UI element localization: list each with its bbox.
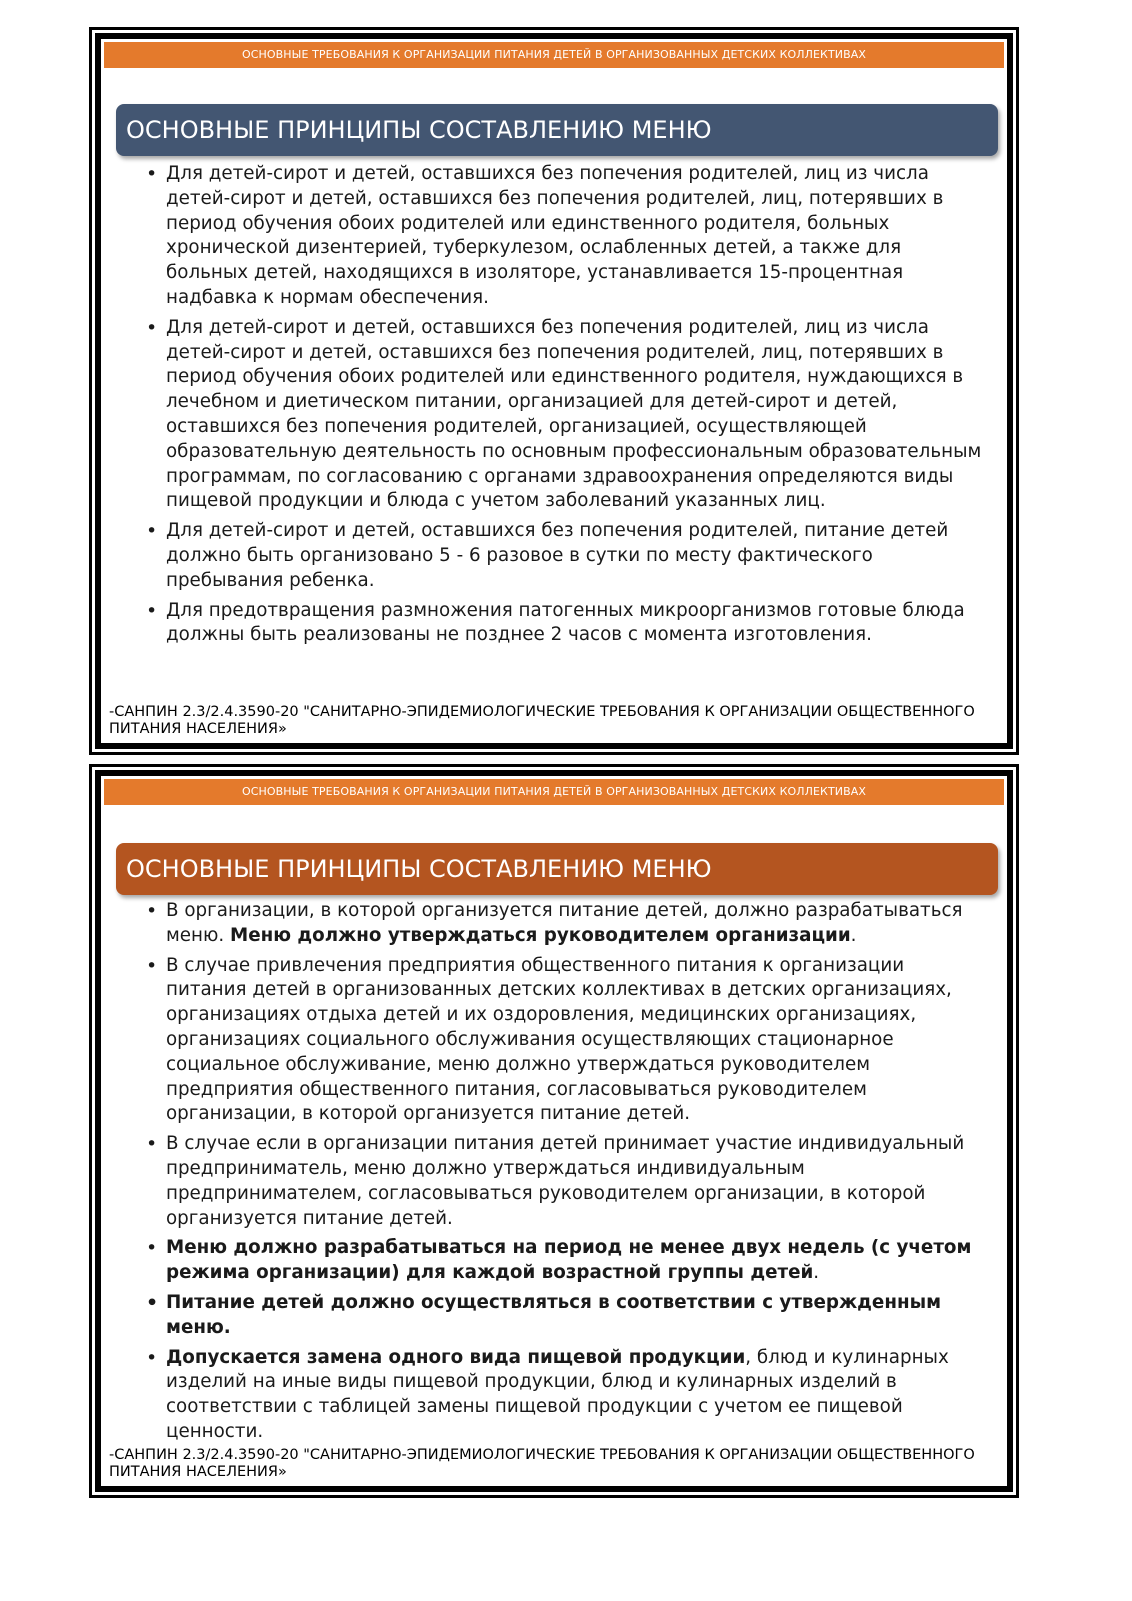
bullet-text: , блюд и кулинарных изделий на иные виды пищевой продукции, блюд и кулинарных изделий в соответствии с таблицей замены пищевой продукции с учетом ее пищевой ценности. (166, 1346, 949, 1442)
bullet-item (146, 1236, 984, 1286)
bullet-item (146, 1346, 984, 1445)
bullet-text: . (813, 1262, 820, 1284)
bullet-item: • В случае привлечения предприятия общественного питания к организации питания детей в организованных детских коллективах в детских организациях, организациях отдыха детей и их оздоровления, медицинских организациях, организациях социального обслуживания осуществляющих стационарное социальное обслуживание, меню должно утверждаться руководителем предприятия общественного питания, согласовываться руководителем организации, в которой организуется питание детей. (146, 954, 984, 1128)
bullet-list (146, 162, 984, 653)
bullet-list (146, 899, 984, 1450)
bullet-bold-text: Допускается замена одного вида пищевой продукции (166, 1346, 746, 1368)
bullet-item: • Для предотвращения размножения патогенных микроорганизмов готовые блюда должны быть реализованы не позднее 2 часов с момента изготовления. (146, 599, 984, 649)
slide-title: ОСНОВНЫЕ ПРИНЦИПЫ СОСТАВЛЕНИЮ МЕНЮ (116, 104, 998, 156)
bullet-text: . (850, 924, 857, 946)
source-footnote: -САНПИН 2.3/2.4.3590-20 "САНИТАРНО-ЭПИДЕМИОЛОГИЧЕСКИЕ ТРЕБОВАНИЯ К ОРГАНИЗАЦИИ ОБЩЕСТВЕННОГО ПИТАНИЯ НАСЕЛЕНИЯ» (109, 1447, 975, 1480)
slide-title: ОСНОВНЫЕ ПРИНЦИПЫ СОСТАВЛЕНИЮ МЕНЮ (116, 843, 998, 895)
bullet-item (146, 899, 984, 949)
slide-1 (95, 33, 1013, 749)
bullet-item: • Для детей-сирот и детей, оставшихся без попечения родителей, питание детей должно быть организовано 5 - 6 разовое в сутки по месту фактического пребывания ребенка. (146, 519, 984, 593)
slide-2 (95, 770, 1013, 1492)
slide-1-content (104, 42, 1004, 740)
bullet-item: • Питание детей должно осуществляться в соответствии с утвержденным меню. (146, 1291, 984, 1341)
slide-2-content (104, 779, 1004, 1483)
slide-header-bar: ОСНОВНЫЕ ТРЕБОВАНИЯ К ОРГАНИЗАЦИИ ПИТАНИЯ ДЕТЕЙ В ОРГАНИЗОВАННЫХ ДЕТСКИХ КОЛЛЕКТИВАХ (104, 779, 1004, 805)
bullet-item: • Для детей-сирот и детей, оставшихся без попечения родителей, лиц из числа детей-сирот и детей, оставшихся без попечения родителей, лиц, потерявших в период обучения обоих родителей или единственного родителя, больных хронической дизентерией, туберкулезом, ослабленных детей, а также для больных детей, находящихся в изоляторе, устанавливается 15-процентная надбавка к нормам обеспечения. (146, 162, 984, 311)
source-footnote: -САНПИН 2.3/2.4.3590-20 "САНИТАРНО-ЭПИДЕМИОЛОГИЧЕСКИЕ ТРЕБОВАНИЯ К ОРГАНИЗАЦИИ ОБЩЕСТВЕННОГО ПИТАНИЯ НАСЕЛЕНИЯ» (109, 704, 975, 737)
bullet-bold-text: Меню должно разрабатываться на период не менее двух недель (с учетом режима организации) для каждой возрастной группы детей (166, 1237, 972, 1284)
bullet-item: • В случае если в организации питания детей принимает участие индивидуальный предприниматель, меню должно утверждаться индивидуальным предпринимателем, согласовываться руководителем организации, в которой организуется питание детей. (146, 1132, 984, 1231)
bullet-text: В организации, в которой организуется питание детей, должно разрабатываться меню. (166, 900, 963, 946)
slide-header-bar: ОСНОВНЫЕ ТРЕБОВАНИЯ К ОРГАНИЗАЦИИ ПИТАНИЯ ДЕТЕЙ В ОРГАНИЗОВАННЫХ ДЕТСКИХ КОЛЛЕКТИВАХ (104, 42, 1004, 68)
bullet-bold-text: Меню должно утверждаться руководителем организации (230, 924, 851, 946)
bullet-item: • Для детей-сирот и детей, оставшихся без попечения родителей, лиц из числа детей-сирот и детей, оставшихся без попечения родителей, лиц, потерявших в период обучения обоих родителей или единственного родителя, нуждающихся в лечебном и диетическом питании, организацией для детей-сирот и детей, оставшихся без попечения родителей, организацией, осуществляющей образовательную деятельность по основным профессиональным образовательным программам, по согласованию с органами здравоохранения определяются виды пищевой продукции и блюда с учетом заболеваний указанных лиц. (146, 316, 984, 514)
